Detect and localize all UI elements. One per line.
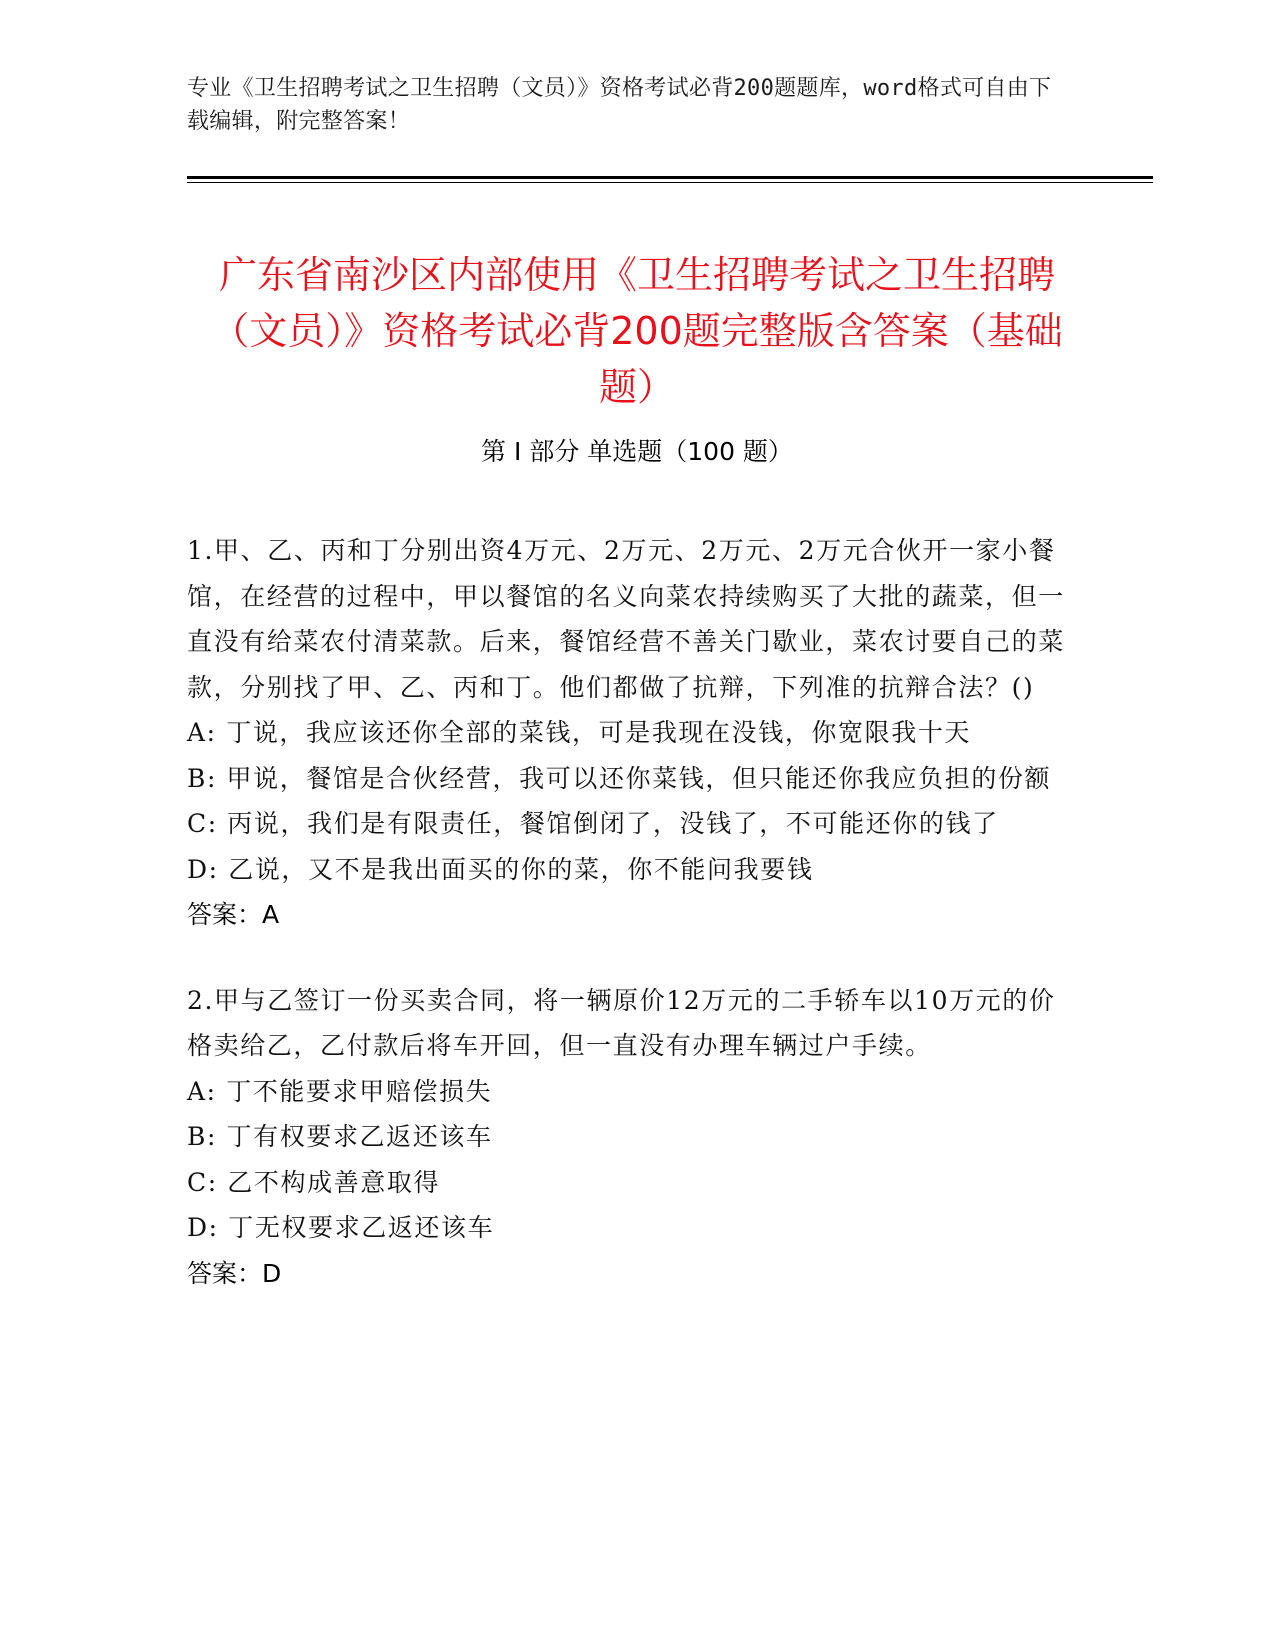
option-a: A: 丁不能要求甲赔偿损失 (187, 1076, 493, 1106)
header-rule-thick (187, 176, 1153, 179)
header-note: 专业《卫生招聘考试之卫生招聘（文员）》资格考试必背200题题库，word格式可自由下载编辑，附完整答案！ (187, 76, 1052, 134)
option-d: D: 乙说，又不是我出面买的你的菜，你不能问我要钱 (187, 854, 814, 884)
option-d: D: 丁无权要求乙返还该车 (187, 1213, 495, 1242)
section-title: 第 I 部分 单选题（100 题） (481, 437, 793, 466)
header-rule-thin (187, 182, 1153, 183)
question-1 (187, 528, 1067, 938)
option-b: B: 甲说，餐馆是合伙经营，我可以还你菜钱，但只能还你我应负担的份额 (187, 763, 1052, 793)
option-c: C: 丙说，我们是有限责任，餐馆倒闭了，没钱了，不可能还你的钱了 (187, 809, 999, 838)
answer: 答案：D (187, 1258, 282, 1288)
option-c: C: 乙不构成善意取得 (187, 1167, 441, 1197)
question-stem: 1.甲、乙、丙和丁分别出资4万元、2万元、2万元、2万元合伙开一家小餐馆，在经营的过程中，甲以餐馆的名义向菜农持续购买了大批的蔬菜，但一直没有给菜农付清菜款。后来，餐馆经营不善关门歇业，菜农讨要自己的菜款，分别找了甲、乙、丙和丁。他们都做了抗辩，下列准的抗辩合法？() (187, 536, 1065, 702)
option-a: A: 丁说，我应该还你全部的菜钱，可是我现在没钱，你宽限我十天 (187, 718, 972, 747)
question-list (187, 528, 1067, 1336)
document-title: 广东省南沙区内部使用《卫生招聘考试之卫生招聘（文员）》资格考试必背200题完整版含答案（基础题） (211, 253, 1063, 410)
question-stem: 2.甲与乙签订一份买卖合同，将一辆原价12万元的二手轿车以10万元的价格卖给乙，乙付款后将车开回，但一直没有办理车辆过户手续。 (187, 985, 1056, 1060)
option-b: B: 丁有权要求乙返还该车 (187, 1122, 493, 1151)
question-2 (187, 978, 1067, 1297)
answer: 答案：A (187, 900, 280, 929)
